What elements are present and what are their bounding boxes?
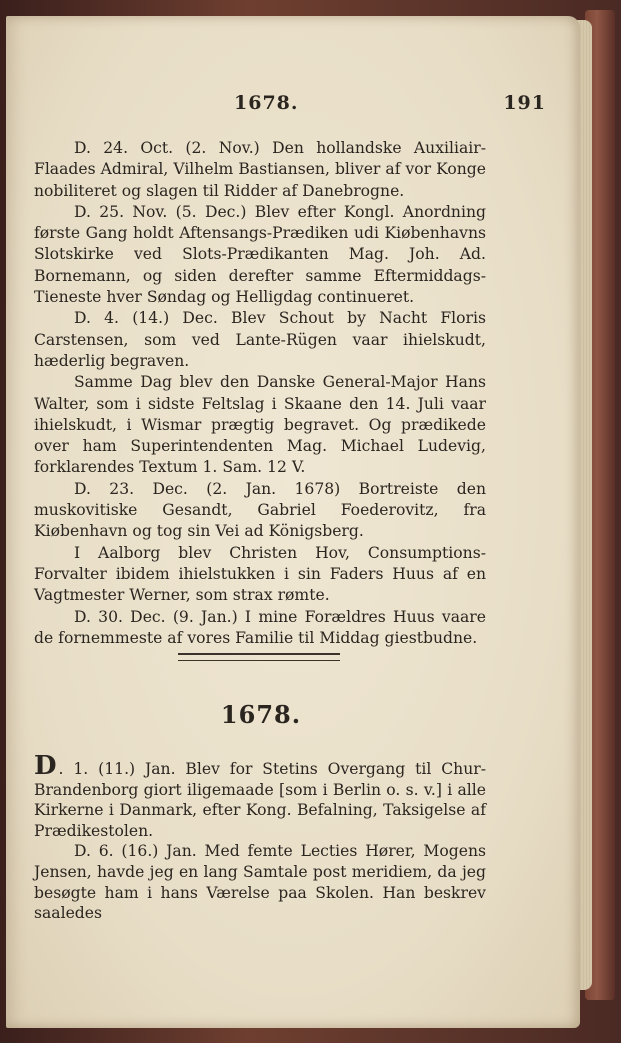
- entry-paragraph: D. 4. (14.) Dec. Blev Schout by Nacht Floris Carstensen, som ved Lante-Rügen vaar ihielskudt, hæderlig begraven.: [34, 309, 486, 370]
- drop-cap: D: [34, 751, 57, 781]
- running-head-year: 1678.: [234, 92, 299, 114]
- page-number: 191: [503, 92, 546, 114]
- entry-paragraph-first: [34, 751, 486, 841]
- section-title: 1678.: [220, 700, 302, 729]
- entries-1678: [34, 751, 486, 924]
- entry-paragraph: D. 30. Dec. (9. Jan.) I mine Forældres Huus vaare de fornemmeste af vores Familie til Middag giestbudne.: [34, 607, 486, 647]
- entry-paragraph: I Aalborg blev Christen Hov, Consumptions-Forvalter ibidem ihielstukken i sin Faders Huus af en Vagtmester Werner, som strax rømte.: [34, 543, 486, 605]
- entry-paragraph: D. 24. Oct. (2. Nov.) Den hollandske Auxiliair-Flaades Admiral, Vilhelm Bastiansen, bliver af vor Konge nobiliteret og slagen til Ridder af Danebrogne.: [34, 139, 486, 200]
- entry-text: . 1. (11.) Jan. Blev for Stetins Overgang til Chur-Brandenborg giort iligemaade [som i Berlin o. s. v.] i alle Kirkerne i Danmark, efter Kong. Befalning, Taksigelse af Prædikestolen.: [34, 760, 486, 840]
- entries-1677: [34, 138, 486, 649]
- section-divider-rule: [178, 653, 340, 661]
- entry-paragraph: Samme Dag blev den Danske General-Major Hans Walter, som i sidste Feltslag i Skaane den 14. Juli vaar ihielskudt, i Wismar prægtig begravet. Og prædikede over ham Superintendenten Mag. Michael Ludevig, forklarendes Textum 1. Sam. 12 V.: [34, 373, 486, 477]
- page-header: [6, 92, 566, 122]
- entry-paragraph: D. 25. Nov. (5. Dec.) Blev efter Kongl. Anordning første Gang holdt Aftensangs-Prædiken udi Kiøbenhavns Slotskirke ved Slots-Prædikanten Mag. Joh. Ad. Bornemann, og siden derefter samme Eftermiddags-Tieneste hver Søndag og Helligdag continueret.: [34, 202, 486, 307]
- book-page: [6, 16, 580, 1028]
- entry-paragraph: D. 23. Dec. (2. Jan. 1678) Bortreiste den muskovitiske Gesandt, Gabriel Foederovitz, fra Kiøbenhavn og tog sin Vei ad Königsberg.: [34, 479, 486, 541]
- entry-paragraph: D. 6. (16.) Jan. Med femte Lecties Hører, Mogens Jensen, havde jeg en lang Samtale post meridiem, da jeg besøgte ham i hans Værelse paa Skolen. Han beskrev saaledes: [34, 842, 486, 923]
